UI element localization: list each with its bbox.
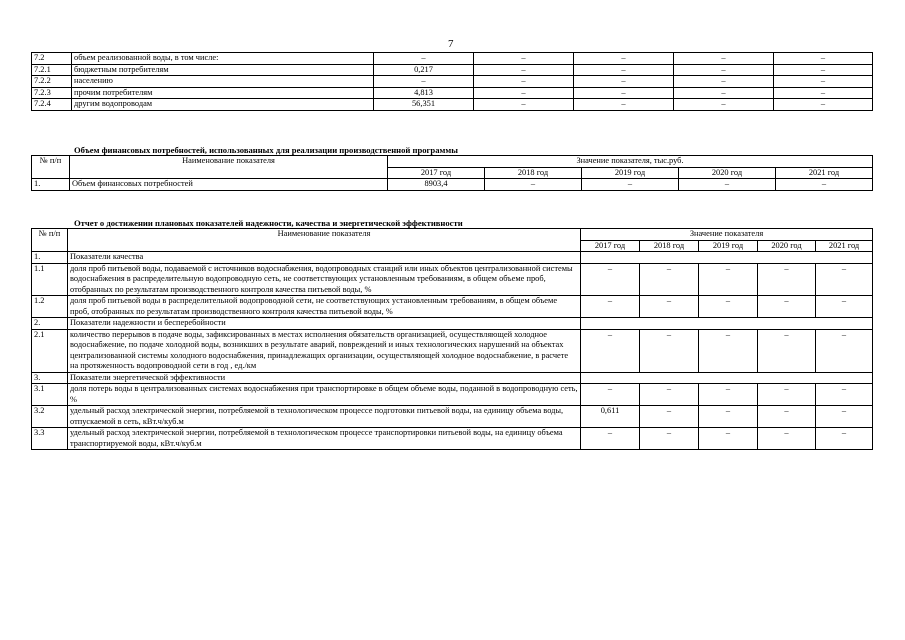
row-name: доля проб питьевой воды в распределительной водопроводной сети, не соответствующих установленным требованиям, в общем объеме проб, отобранных по результатам производственного контроля качества питьевой воды, % <box>68 296 581 318</box>
row-name: Показатели надежности и бесперебойности <box>68 318 581 330</box>
value-cell: – <box>774 64 873 76</box>
table-row <box>32 64 873 76</box>
financial-needs-table-body <box>32 179 873 191</box>
year-header: 2019 год <box>699 240 758 252</box>
year-header: 2017 год <box>388 167 485 179</box>
row-number: 7.2.3 <box>32 87 72 99</box>
year-header: 2021 год <box>776 167 873 179</box>
table-row <box>32 428 873 450</box>
value-cell: – <box>774 76 873 88</box>
table-row <box>32 99 873 111</box>
row-number: 7.2.1 <box>32 64 72 76</box>
value-cell: – <box>699 263 758 296</box>
row-name: Объем финансовых потребностей <box>70 179 388 191</box>
row-number: 7.2.4 <box>32 99 72 111</box>
value-cell: – <box>699 296 758 318</box>
row-number: 7.2 <box>32 53 72 65</box>
year-header: 2020 год <box>679 167 776 179</box>
table-row <box>32 384 873 406</box>
row-name: прочим потребителям <box>72 87 374 99</box>
row-name: Показатели энергетической эффективности <box>68 372 581 384</box>
financial-needs-title: Объем финансовых потребностей, использованных для реализации производственной программы <box>74 145 458 155</box>
col-values-header: Значение показателя, тыс.руб. <box>388 156 873 168</box>
value-cell: – <box>758 428 816 450</box>
row-number: 1.2 <box>32 296 68 318</box>
table-row <box>32 406 873 428</box>
row-name: объем реализованной воды, в том числе: <box>72 53 374 65</box>
value-cell: – <box>581 384 640 406</box>
col-name-header: Наименование показателя <box>70 156 388 179</box>
row-name: Показатели качества <box>68 252 581 264</box>
value-cell: – <box>816 296 873 318</box>
value-cell: 56,351 <box>374 99 474 111</box>
value-cell: – <box>758 384 816 406</box>
indicators-report-table <box>31 228 873 450</box>
value-cell: – <box>640 384 699 406</box>
table-row <box>32 87 873 99</box>
value-cell: 0,217 <box>374 64 474 76</box>
value-cell: – <box>816 384 873 406</box>
value-cell: – <box>640 428 699 450</box>
value-cell: – <box>374 76 474 88</box>
value-cell: – <box>816 329 873 372</box>
value-cell: – <box>574 53 674 65</box>
table-row <box>32 263 873 296</box>
value-cell: 0,611 <box>581 406 640 428</box>
value-cell: – <box>581 329 640 372</box>
value-cell: – <box>774 53 873 65</box>
table-row <box>32 329 873 372</box>
row-name: доля проб питьевой воды, подаваемой с источников водоснабжения, водопроводных станций или иных объектов централизованной системы водоснабжения в распределительную водопроводную сеть, не соответствующих установленным требованиям, в общем объеме проб, отобранных по результатам производственного контроля качества питьевой воды, % <box>68 263 581 296</box>
value-cell: – <box>582 179 679 191</box>
value-cell: – <box>640 329 699 372</box>
row-number: 3.3 <box>32 428 68 450</box>
row-number: 7.2.2 <box>32 76 72 88</box>
value-cell: – <box>758 263 816 296</box>
section-row <box>32 318 873 330</box>
value-cell: – <box>674 76 774 88</box>
value-cell: – <box>640 406 699 428</box>
value-cell: – <box>574 99 674 111</box>
value-cell: – <box>474 64 574 76</box>
row-number: 1. <box>32 179 70 191</box>
value-cell: – <box>699 428 758 450</box>
value-cell: – <box>474 76 574 88</box>
row-name: количество перерывов в подаче воды, зафиксированных в местах исполнения обязательств организацией, осуществляющей холодное водоснабжение, по подаче холодной воды, возникших в результате аварий, повреждений и иных технологических нарушений на объектах централизованной системы холодного водоснабжения, принадлежащих организации, осуществляющей холодное водоснабжение, в расчете на протяженность водопроводной сети в год , ед./км <box>68 329 581 372</box>
value-cell: – <box>674 87 774 99</box>
table-row <box>32 76 873 88</box>
row-number: 3.1 <box>32 384 68 406</box>
indicators-report-title: Отчет о достижении плановых показателей надежности, качества и энергетической эффективности <box>74 218 463 228</box>
value-cell: – <box>581 296 640 318</box>
row-name: другим водопроводам <box>72 99 374 111</box>
value-cell: – <box>699 384 758 406</box>
value-cell: – <box>758 296 816 318</box>
row-name: удельный расход электрической энергии, потребляемой в технологическом процессе транспортировки питьевой воды, на единицу объема транспортируемой воды, кВт.ч/куб.м <box>68 428 581 450</box>
value-cell: – <box>758 406 816 428</box>
value-cell: – <box>474 53 574 65</box>
row-name: населению <box>72 76 374 88</box>
indicators-report-table-body <box>32 252 873 450</box>
empty-cell <box>581 318 873 330</box>
value-cell: – <box>699 329 758 372</box>
row-number: 1. <box>32 252 68 264</box>
value-cell: – <box>816 406 873 428</box>
value-cell: – <box>474 99 574 111</box>
table-row <box>32 53 873 65</box>
value-cell: – <box>574 87 674 99</box>
col-values-header: Значение показателя <box>581 229 873 241</box>
value-cell: – <box>758 329 816 372</box>
row-name: доля потерь воды в централизованных системах водоснабжения при транспортировке в общем объеме воды, поданной в водопроводную сеть, % <box>68 384 581 406</box>
year-header: 2021 год <box>816 240 873 252</box>
value-cell: – <box>674 99 774 111</box>
water-sales-table-body <box>32 53 873 111</box>
row-number: 3.2 <box>32 406 68 428</box>
row-number: 1.1 <box>32 263 68 296</box>
value-cell: – <box>640 296 699 318</box>
empty-cell <box>581 372 873 384</box>
col-number-header: № п/п <box>32 156 70 179</box>
value-cell: – <box>474 87 574 99</box>
col-name-header: Наименование показателя <box>68 229 581 252</box>
year-header: 2018 год <box>485 167 582 179</box>
row-name: удельный расход электрической энергии, потребляемой в технологическом процессе подготовки питьевой воды, на единицу объема воды, отпускаемой в сеть, кВт.ч/куб.м <box>68 406 581 428</box>
row-number: 2. <box>32 318 68 330</box>
row-number: 2.1 <box>32 329 68 372</box>
value-cell: 8903,4 <box>388 179 485 191</box>
value-cell: – <box>374 53 474 65</box>
value-cell: – <box>699 406 758 428</box>
value-cell: – <box>674 64 774 76</box>
year-header: 2019 год <box>582 167 679 179</box>
table-row <box>32 296 873 318</box>
section-row <box>32 252 873 264</box>
value-cell: – <box>574 64 674 76</box>
value-cell: – <box>574 76 674 88</box>
value-cell: – <box>774 99 873 111</box>
year-header: 2020 год <box>758 240 816 252</box>
value-cell: – <box>485 179 582 191</box>
table-row <box>32 179 873 191</box>
value-cell: – <box>816 263 873 296</box>
value-cell: – <box>774 87 873 99</box>
value-cell: – <box>640 263 699 296</box>
value-cell: – <box>674 53 774 65</box>
empty-cell <box>581 252 873 264</box>
value-cell: – <box>581 263 640 296</box>
value-cell: 4,813 <box>374 87 474 99</box>
year-header: 2017 год <box>581 240 640 252</box>
section-row <box>32 372 873 384</box>
year-header: 2018 год <box>640 240 699 252</box>
row-number: 3. <box>32 372 68 384</box>
value-cell: – <box>581 428 640 450</box>
water-sales-table <box>31 52 873 111</box>
col-number-header: № п/п <box>32 229 68 252</box>
value-cell: – <box>679 179 776 191</box>
value-cell: – <box>816 428 873 450</box>
row-name: бюджетным потребителям <box>72 64 374 76</box>
financial-needs-table <box>31 155 873 191</box>
value-cell: – <box>776 179 873 191</box>
page-number: 7 <box>448 38 454 50</box>
